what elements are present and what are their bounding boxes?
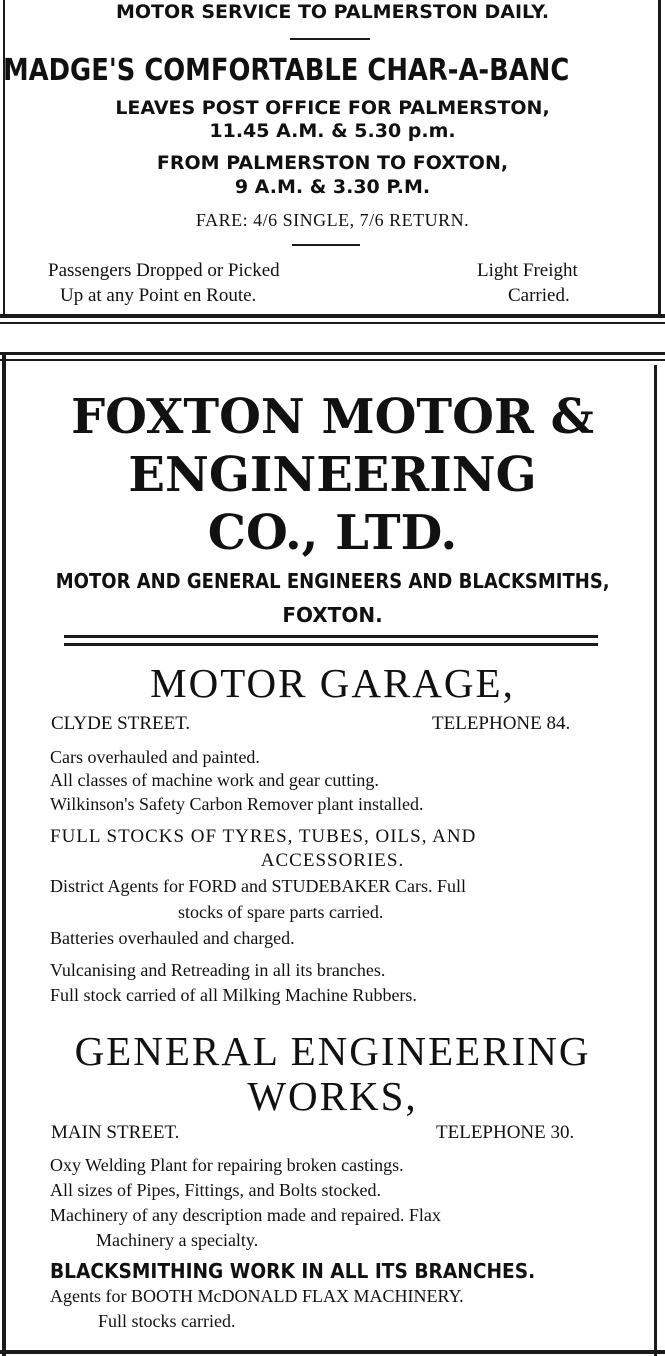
works-street: MAIN STREET. [51,1122,180,1143]
garage-heading: MOTOR GARAGE, [150,660,515,706]
company-name-line-2: ENGINEERING [128,447,537,503]
works-item: BLACKSMITHING WORK IN ALL ITS BRANCHES. [50,1259,536,1283]
works-phone: TELEPHONE 30. [436,1122,575,1143]
works-item: Oxy Welding Plant for repairing broken castings. [50,1155,404,1175]
double-rule-top [64,635,598,638]
garage-phone: TELEPHONE 84. [432,713,571,734]
company-town: FOXTON. [282,603,383,627]
company-trade: MOTOR AND GENERAL ENGINEERS AND BLACKSMITHS, [55,569,610,593]
works-heading-line-2: WORKS, [247,1073,418,1119]
garage-item: Full stock carried of all Milking Machine Rubbers. [50,985,417,1005]
garage-street: CLYDE STREET. [51,713,191,734]
ad1-title: MADGE'S COMFORTABLE CHAR-A-BANC [3,53,570,88]
ad1-border-bottom [0,314,665,318]
works-item: Machinery of any description made and repaired. Flax [50,1205,441,1225]
garage-item: Vulcanising and Retreading in all its branches. [50,960,386,980]
ad2-border-bottom [0,1350,665,1354]
garage-item: All classes of machine work and gear cutting. [50,770,379,790]
ad1-line3: FROM PALMERSTON TO FOXTON, [156,152,509,174]
works-heading-line-1: GENERAL ENGINEERING [74,1028,591,1074]
garage-item: stocks of spare parts carried. [178,902,384,922]
ad1-short-rule-top [290,38,370,40]
ad1-right-note-1: Light Freight [477,260,578,281]
garage-item: Batteries overhauled and charged. [50,928,295,948]
ad1-right-note-2: Carried. [508,285,570,306]
garage-item: District Agents for FORD and STUDEBAKER Cars. Full [50,876,466,896]
company-name-line-1: FOXTON MOTOR & [71,389,594,445]
works-item: All sizes of Pipes, Fittings, and Bolts stocked. [50,1180,381,1200]
ad-separator [0,322,665,324]
works-item: Full stocks carried. [98,1311,236,1331]
ad2-border-top-inner [0,359,665,361]
ad1-header: MOTOR SERVICE TO PALMERSTON DAILY. [115,1,550,23]
ad1-line2: 11.45 A.M. & 5.30 p.m. [209,120,456,142]
garage-item: Cars overhauled and painted. [50,747,260,767]
double-rule-bottom [64,643,598,646]
works-item: Machinery a specialty. [96,1230,259,1250]
ad1-fare: FARE: 4/6 SINGLE, 7/6 RETURN. [195,210,470,230]
garage-item: Wilkinson's Safety Carbon Remover plant installed. [50,794,424,814]
ad1-left-note-1: Passengers Dropped or Picked [48,260,280,281]
company-name-line-3: CO., LTD. [207,505,458,561]
ad1-short-rule-bottom [292,244,360,246]
garage-item: ACCESSORIES. [260,850,405,871]
ad1-line4: 9 A.M. & 3.30 P.M. [234,176,431,198]
ad2-border-top [0,352,665,355]
garage-item: FULL STOCKS OF TYRES, TUBES, OILS, AND [50,826,477,847]
works-item: Agents for BOOTH McDONALD FLAX MACHINERY. [50,1286,464,1306]
ad1-left-note-2: Up at any Point en Route. [60,285,257,306]
ad1-line1: LEAVES POST OFFICE FOR PALMERSTON, [115,97,550,119]
